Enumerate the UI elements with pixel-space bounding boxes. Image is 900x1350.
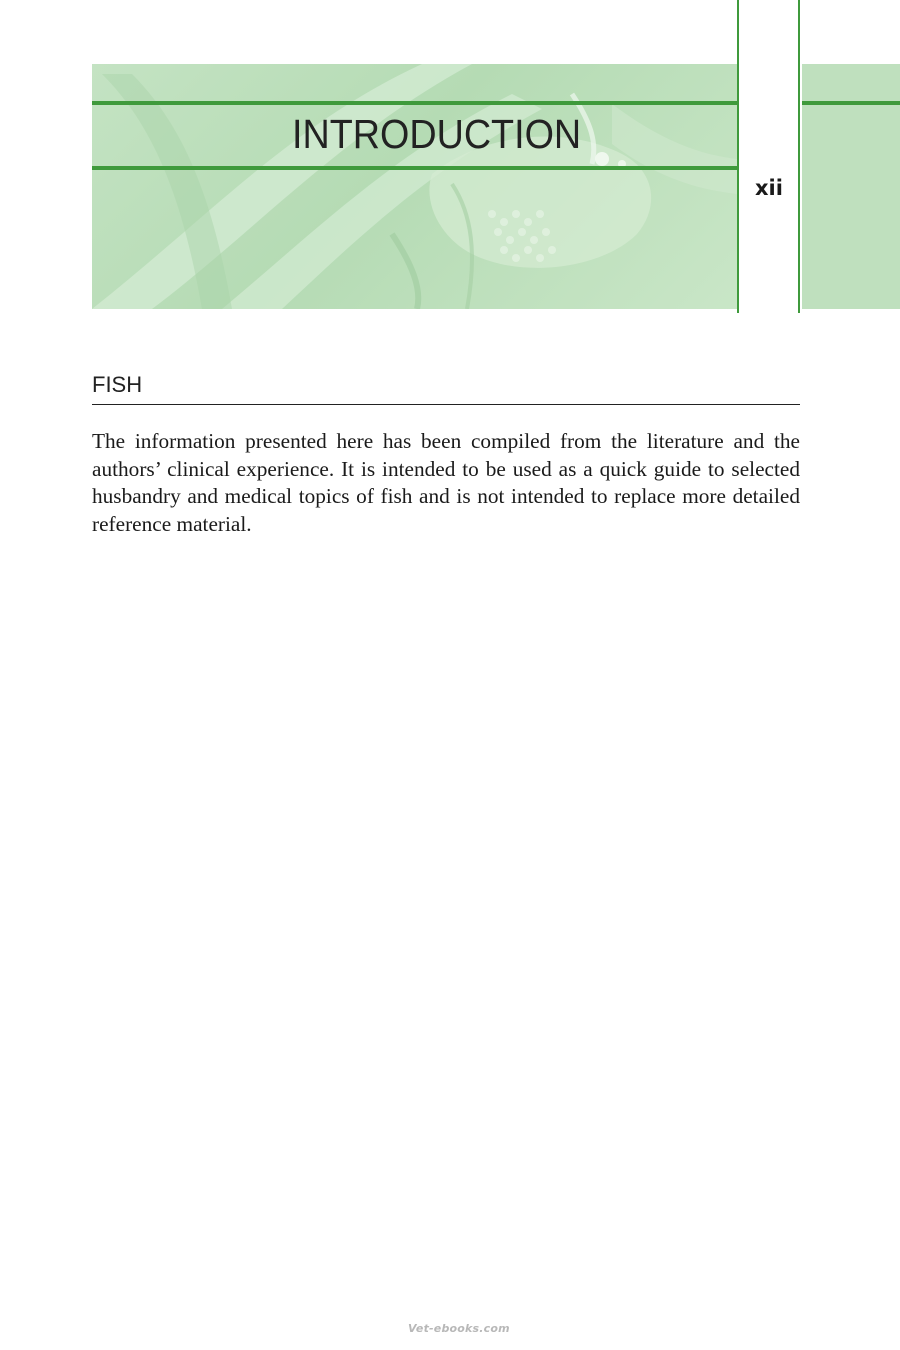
section-heading: FISH	[92, 370, 800, 405]
chapter-title: INTRODUCTION	[292, 111, 582, 157]
footer-watermark: Vet-ebooks.com	[408, 1322, 510, 1335]
margin-tab-rule	[802, 101, 900, 105]
chapter-banner	[92, 64, 737, 309]
banner-top-rule	[92, 101, 737, 105]
banner-bottom-rule	[92, 166, 737, 170]
page-number: xii	[755, 176, 783, 200]
tab-left-border	[737, 0, 739, 313]
tab-right-border	[798, 0, 800, 313]
body-paragraph: The information presented here has been compiled from the literature and the authors’ clinical experience. It is intended to be used as a quick guide to selected husbandry and medical topics of fish and is not intended to replace more detailed reference material.	[92, 429, 800, 536]
